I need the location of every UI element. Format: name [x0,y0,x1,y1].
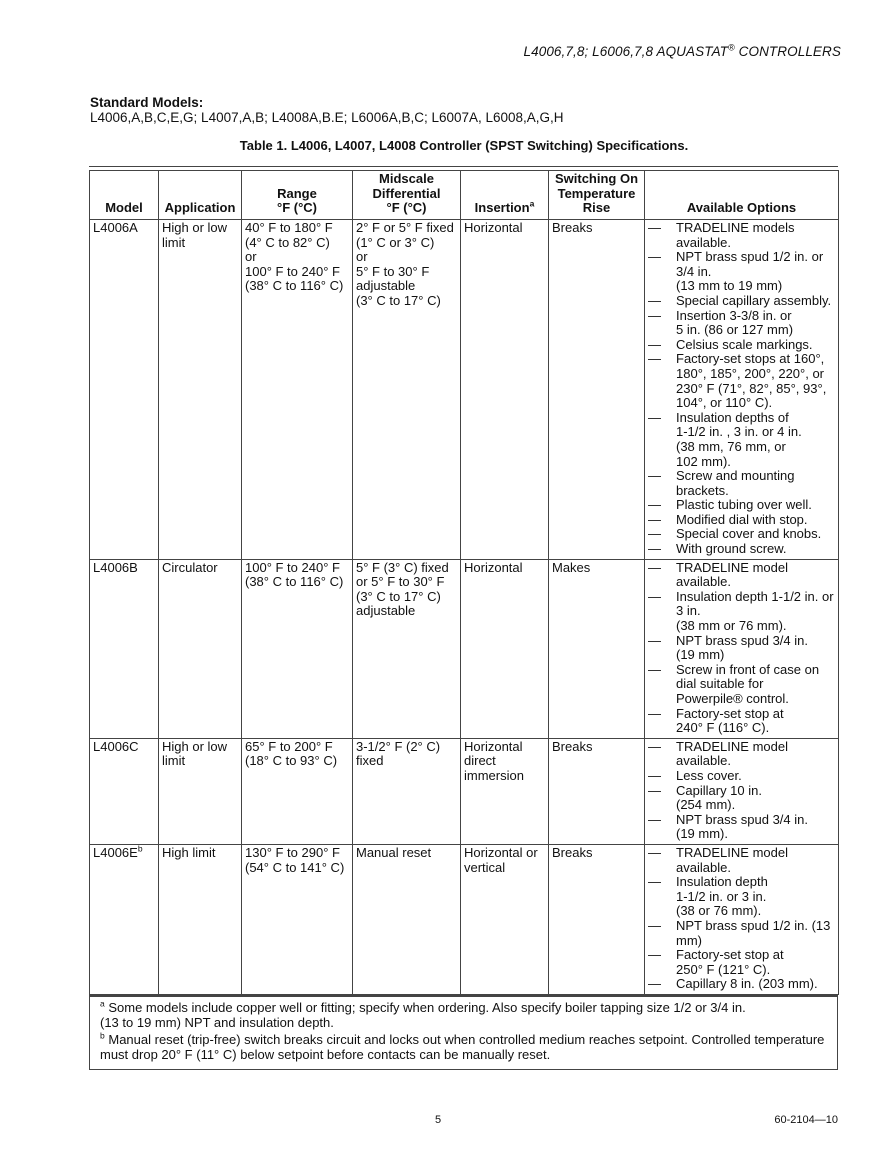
table-row [90,738,839,844]
spec-table-container [89,166,838,1070]
footnote-mark-a: a [529,199,535,210]
list-item: — TRADELINE model available. [648,846,835,875]
list-item: — Capillary 10 in. (254 mm). [648,784,835,813]
list-item: — TRADELINE models available. [648,221,835,250]
standard-models-list: L4006,A,B,C,E,G; L4007,A,B; L4008A,B.E; L6006A,B,C; L6007A, L6008,A,G,H [90,110,564,125]
cell-model: L4006C [90,738,159,844]
list-item: — Special cover and knobs. [648,527,835,542]
page-number: 5 [435,1114,442,1126]
table-row [90,559,839,738]
standard-models-label: Standard Models: [90,95,204,110]
footnote-mark-b: b [137,843,143,854]
cell-switching: Breaks [549,844,645,994]
cell-differential: 5° F (3° C) fixed or 5° F to 30° F (3° C to 17° C) adjustable [353,559,461,738]
list-item: — Factory-set stops at 160°, 180°, 185°, 200°, 220°, or 230° F (71°, 82°, 85°, 93°, 104°, or 110° C). [648,352,835,410]
footnote [100,1032,829,1062]
table-row [90,220,839,560]
list-item: — Celsius scale markings. [648,338,835,353]
page-header-title: L4006,7,8; L6006,7,8 AQUASTAT® CONTROLLERS [523,42,841,59]
list-item: — Special capillary assembly. [648,294,835,309]
cell-options [645,738,839,844]
cell-insertion: Horizontal [461,220,549,560]
list-item: — Insulation depths of 1-1/2 in. , 3 in. or 4 in. (38 mm, 76 mm, or 102 mm). [648,411,835,469]
list-item: — With ground screw. [648,542,835,557]
list-item: — NPT brass spud 3/4 in. (19 mm) [648,634,835,663]
footnote-mark: a [100,998,105,1009]
table-footnotes [89,995,838,1070]
cell-options [645,220,839,560]
document-number: 60-2104—10 [774,1114,838,1126]
cell-switching: Breaks [549,738,645,844]
table-body [90,220,839,995]
options-list [648,846,835,992]
table-caption: Table 1. L4006, L4007, L4008 Controller (SPST Switching) Specifications. [239,138,689,153]
list-item: — Insertion 3-3/8 in. or 5 in. (86 or 127 mm) [648,309,835,338]
list-item: — TRADELINE model available. [648,740,835,769]
header-model: Model [90,171,159,220]
cell-range: 40° F to 180° F (4° C to 82° C) or 100° F to 240° F (38° C to 116° C) [242,220,353,560]
registered-mark: ® [728,42,735,53]
spec-table [89,170,839,995]
list-item: — Capillary 8 in. (203 mm). [648,977,835,992]
cell-application: Circulator [159,559,242,738]
header-range: Range °F (°C) [242,171,353,220]
list-item: — Insulation depth 1-1/2 in. or 3 in. (38 mm or 76 mm). [648,590,835,634]
list-item: — Modified dial with stop. [648,513,835,528]
cell-insertion: Horizontal or vertical [461,844,549,994]
cell-differential: 2° F or 5° F fixed (1° C or 3° C) or 5° F to 30° F adjustable (3° C to 17° C) [353,220,461,560]
cell-range: 65° F to 200° F (18° C to 93° C) [242,738,353,844]
cell-switching: Breaks [549,220,645,560]
options-list [648,740,835,842]
header-application: Application [159,171,242,220]
cell-model: L4006B [90,559,159,738]
list-item: — Less cover. [648,769,835,784]
cell-application: High limit [159,844,242,994]
header-options: Available Options [645,171,839,220]
cell-differential: 3-1/2° F (2° C) fixed [353,738,461,844]
footnote-text: Some models include copper well or fitting; specify when ordering. Also specify boiler tapping size 1/2 or 3/4 in. (13 to 19 mm) NPT and insulation depth. [100,999,746,1030]
table-header-row [90,171,839,220]
cell-switching: Makes [549,559,645,738]
header-insertion: Insertion$^a$ [461,171,549,220]
cell-range: 100° F to 240° F (38° C to 116° C) [242,559,353,738]
cell-model: L4006A [90,220,159,560]
list-item: — Factory-set stop at 240° F (116° C). [648,707,835,736]
cell-range: 130° F to 290° F (54° C to 141° C) [242,844,353,994]
cell-options [645,844,839,994]
cell-options [645,559,839,738]
options-list [648,221,835,557]
cell-differential: Manual reset [353,844,461,994]
header-switching: Switching On Temperature Rise [549,171,645,220]
list-item: — Insulation depth 1-1/2 in. or 3 in. (38 or 76 mm). [648,875,835,919]
cell-model: $L4006E^b$ [90,844,159,994]
list-item: — NPT brass spud 3/4 in. (19 mm). [648,813,835,842]
header-differential: Midscale Differential °F (°C) [353,171,461,220]
footnote [100,1000,829,1030]
list-item: — NPT brass spud 1/2 in. (13 mm) [648,919,835,948]
footnote-text: Manual reset (trip-free) switch breaks circuit and locks out when controlled medium reaches setpoint. Controlled temperature must drop 20° F (11° C) below setpoint before contacts can be manually reset. [100,1031,825,1062]
list-item: — Factory-set stop at 250° F (121° C). [648,948,835,977]
list-item: — Screw in front of case on dial suitable for Powerpile® control. [648,663,835,707]
cell-application: High or low limit [159,738,242,844]
list-item: — Plastic tubing over well. [648,498,835,513]
list-item: — TRADELINE model available. [648,561,835,590]
list-item: — Screw and mounting brackets. [648,469,835,498]
cell-insertion: Horizontal [461,559,549,738]
options-list [648,561,835,736]
footnote-mark: b [100,1030,105,1041]
cell-insertion: Horizontal direct immersion [461,738,549,844]
list-item: — NPT brass spud 1/2 in. or 3/4 in. (13 mm to 19 mm) [648,250,835,294]
cell-application: High or low limit [159,220,242,560]
table-row [90,844,839,994]
